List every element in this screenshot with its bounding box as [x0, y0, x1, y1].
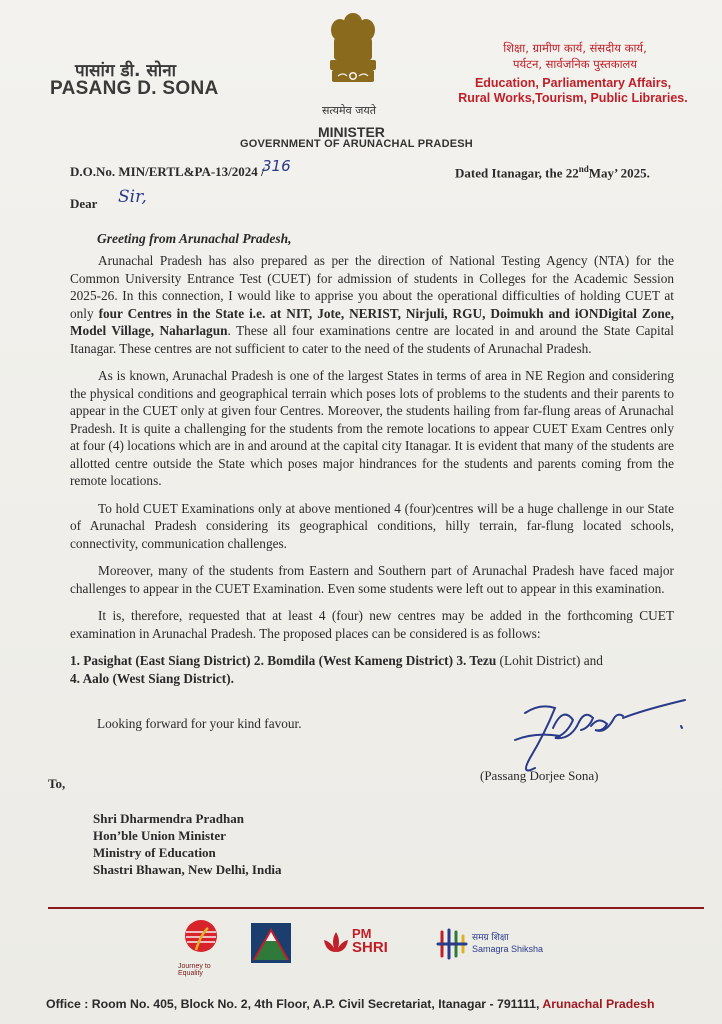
p1-text-b: . These all four examinations centre are located in and around the State Capital Itanagar. These centres are not sufficient to cater to the need of the students of Arunachal Pradesh. — [70, 323, 674, 356]
reference-handwritten: 316 — [262, 157, 291, 175]
samagra-figure-icon — [436, 926, 468, 962]
lotus-icon — [320, 926, 352, 962]
footer-logos — [178, 918, 598, 977]
sun-logo-icon — [178, 918, 224, 958]
letter-body — [70, 252, 674, 693]
footer-divider — [48, 907, 704, 909]
date-superscript: nd — [578, 164, 589, 174]
samagra-hindi-label: समग्र शिक्षा — [472, 933, 509, 943]
signatory-name: (Passang Dorjee Sona) — [480, 768, 599, 783]
portfolio-hindi — [455, 40, 695, 72]
emblem-motto: सत्यमेव जयते — [322, 104, 377, 117]
salutation: Dear — [70, 196, 98, 211]
recipient-address — [93, 810, 282, 878]
portfolio-hindi-line2: पर्यटन, सार्वजनिक पुस्तकालय — [512, 57, 638, 71]
office-state: Arunachal Pradesh — [542, 997, 655, 1011]
logo1-caption: Journey to Equality — [178, 963, 211, 977]
recipient-line-2: Hon’ble Union Minister — [93, 828, 226, 843]
recipient-line-1: Shri Dharmendra Pradhan — [93, 811, 244, 826]
p1-text-a: Arunachal Pradesh has also prepared as per the direction of National Testing Agency (NTA) for the Common University Entrance Test (CUET) for admission of students in Colleges for the Academic Session 2025-26. In this connection, I would like to apprise you about the operational difficulties of holding CUET at only — [70, 253, 674, 321]
proposed-places — [70, 652, 674, 687]
portfolio-english-line2: Rural Works,Tourism, Public Libraries. — [458, 91, 688, 105]
closing-line: Looking forward for your kind favour. — [97, 716, 302, 731]
shri-label: SHRI — [352, 939, 388, 956]
office-text: Office : Room No. 405, Block No. 2, 4th Floor, A.P. Civil Secretariat, Itanagar - 791111, — [46, 997, 543, 1011]
greeting: Greeting from Arunachal Pradesh, — [97, 231, 292, 246]
paragraph-5: It is, therefore, requested that at least 4 (four) new centres may be added in the forthcoming CUET examination in Arunachal Pradesh. The proposed places can be considered is as follows: — [70, 608, 674, 641]
samagra-shiksha-logo — [436, 918, 576, 968]
paragraph-1 — [70, 252, 674, 357]
salutation-handwritten: Sir, — [118, 187, 147, 207]
places-part-b: (Lohit District) and — [499, 653, 603, 668]
portfolio-hindi-line1: शिक्षा, ग्रामीण कार्य, संसदीय कार्य, — [503, 41, 647, 55]
designation: MINISTER — [318, 124, 385, 140]
education-department-logo — [178, 918, 226, 977]
date-prefix: Dated Itanagar, the 22 — [455, 165, 579, 181]
reference-number: D.O.No. MIN/ERTL&PA-13/2024 / — [70, 164, 265, 179]
pm-label: PM — [352, 926, 372, 941]
date-suffix: May’ 2025. — [588, 165, 650, 181]
national-emblem-icon — [318, 8, 388, 90]
paragraph-4: Moreover, many of the students from Eastern and Southern part of Arunachal Pradesh have faced major challenges to appear in the CUET Examination. Even some students were left out to appear in this examination. — [70, 563, 674, 596]
letter-date — [455, 164, 650, 181]
paragraph-2: As is known, Arunachal Pradesh is one of the largest States in terms of area in NE Region and considering the physical conditions and geographical terrain which poses lots of problems to the students and their parents to appear in the CUET only at given four Centres. Moreover, the students hailing from far-flung areas of Arunachal Pradesh. It is quite a challenging for the students from the remote locations to appear CUET Exam Centres only at four (4) locations which are in and around at the capital city Itanagar. It is evident that many of the students are allotted centre outside the State which poses major hindrances for the students and parents coming from the remote locations. — [70, 368, 674, 488]
recipient-line-3: Ministry of Education — [93, 845, 216, 860]
portfolio-english — [448, 76, 698, 106]
government-name: GOVERNMENT OF ARUNACHAL PRADESH — [240, 138, 473, 150]
recipient-line-4: Shastri Bhawan, New Delhi, India — [93, 862, 282, 877]
portfolio-english-line1: Education, Parliamentary Affairs, — [474, 76, 672, 90]
mountain-logo-icon — [250, 918, 292, 968]
pm-shri-logo — [320, 918, 410, 968]
samagra-english-label: Samagra Shiksha — [472, 944, 544, 954]
to-label: To, — [48, 776, 66, 791]
places-part-c: 4. Aalo (West Siang District). — [70, 670, 234, 686]
places-part-a: 1. Pasighat (East Siang District) 2. Bomdila (West Kameng District) 3. Tezu — [70, 653, 500, 668]
office-address — [46, 997, 706, 1011]
minister-name-hindi: पासांग डी. सोना — [75, 61, 177, 81]
minister-name-english: PASANG D. SONA — [50, 78, 219, 99]
p1-centres: four Centres in the State i.e. at NIT, Jote, NERIST, Nirjuli, RGU, Doimukh and iONDigital Zone, Model Village, Naharlagun — [70, 305, 674, 338]
paragraph-3: To hold CUET Examinations only at above mentioned 4 (four)centres will be a huge challenge in our State of Arunachal Pradesh considering its geographical conditions, hilly terrain, far-flung located schools, connectivity, communication challenges. — [70, 500, 674, 551]
